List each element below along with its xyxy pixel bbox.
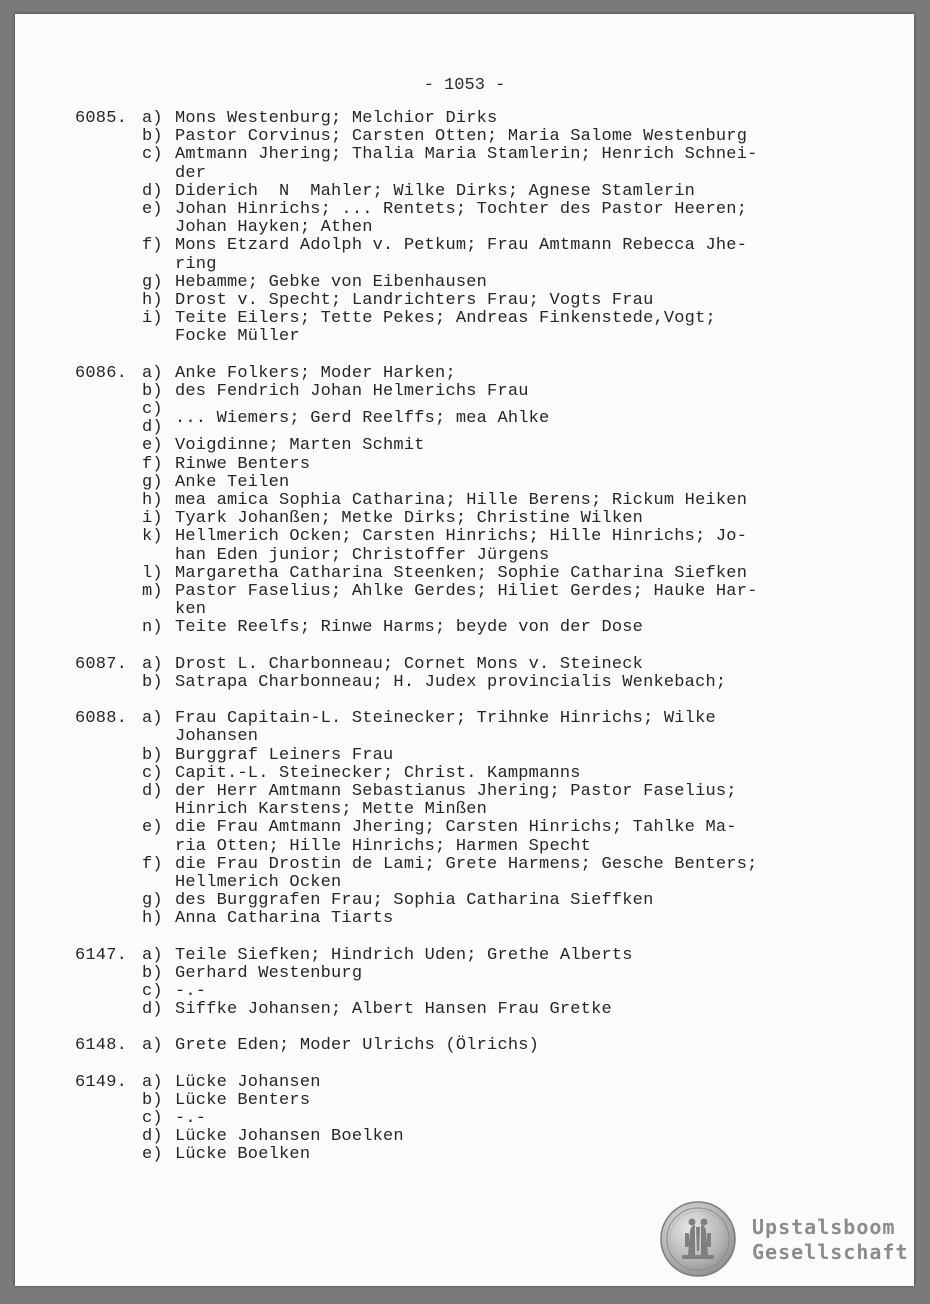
item-label: k)	[142, 527, 163, 547]
item-label: d)	[142, 418, 163, 438]
item-label: f)	[142, 236, 163, 256]
item-text: Burggraf Leiners Frau	[175, 745, 394, 765]
item-text: Lücke Benters	[175, 1090, 311, 1110]
entry-item	[142, 274, 875, 292]
item-label: m)	[142, 582, 163, 602]
item-text: han Eden junior; Christoffer Jürgens	[175, 545, 550, 565]
item-text: Hinrich Karstens; Mette Minßen	[175, 800, 488, 820]
item-text: die Frau Amtmann Jhering; Carsten Hinrichs; Tahlke Ma-	[175, 818, 737, 838]
entry-item	[142, 437, 875, 455]
entry-item	[142, 492, 875, 510]
item-text: Pastor Faselius; Ahlke Gerdes; Hiliet Gerdes; Hauke Har-	[175, 582, 758, 602]
entry-item	[142, 456, 875, 474]
item-label: b)	[142, 381, 163, 401]
item-label: g)	[142, 891, 163, 911]
item-text: mea amica Sophia Catharina; Hille Berens; Rickum Heiken	[175, 491, 748, 511]
item-text: Capit.-L. Steinecker; Christ. Kampmanns	[175, 763, 581, 783]
item-text: ken	[175, 600, 207, 620]
item-text: Mons Etzard Adolph v. Petkum; Frau Amtmann Rebecca Jhe-	[175, 236, 748, 256]
register-entry	[75, 1037, 875, 1055]
entry-item	[142, 947, 875, 965]
item-label: l)	[142, 563, 163, 583]
item-text: -.-	[175, 1108, 207, 1128]
item-text: Anna Catharina Tiarts	[175, 909, 394, 929]
item-text: die Frau Drostin de Lami; Grete Harmens; Gesche Benters;	[175, 854, 758, 874]
item-label: g)	[142, 272, 163, 292]
entry-item	[142, 1074, 875, 1092]
item-label: f)	[142, 854, 163, 874]
entry-item	[142, 1001, 875, 1019]
item-text: der Herr Amtmann Sebastianus Jhering; Pastor Faselius;	[175, 781, 737, 801]
item-text: Johansen	[175, 727, 259, 747]
entry-item	[142, 401, 875, 437]
item-label: a)	[142, 1036, 163, 1056]
entry-item	[142, 237, 875, 273]
item-text: Lücke Johansen Boelken	[175, 1127, 404, 1147]
item-label: c)	[142, 400, 163, 420]
item-label: e)	[142, 818, 163, 838]
item-label: d)	[142, 1127, 163, 1147]
entry-item	[142, 910, 875, 928]
item-text: Hebamme; Gebke von Eibenhausen	[175, 272, 488, 292]
item-text: Hellmerich Ocken	[175, 872, 342, 892]
item-label: b)	[142, 127, 163, 147]
item-label: c)	[142, 763, 163, 783]
item-text: Diderich N Mahler; Wilke Dirks; Agnese Stamlerin	[175, 181, 696, 201]
entry-item	[142, 1146, 875, 1164]
register-entry	[75, 947, 875, 1020]
item-text: Mons Westenburg; Melchior Dirks	[175, 109, 498, 128]
entry-item	[142, 765, 875, 783]
item-text: Teile Siefken; Hindrich Uden; Grethe Alberts	[175, 945, 633, 965]
entry-item	[142, 965, 875, 983]
register-entry	[75, 365, 875, 638]
entry-item	[142, 474, 875, 492]
entry-item	[142, 1128, 875, 1146]
entry-item	[142, 819, 875, 855]
item-text: Teite Eilers; Tette Pekes; Andreas Finkenstede,Vogt;	[175, 309, 716, 329]
item-text: Voigdinne; Marten Schmit	[175, 436, 425, 456]
brand-wordmark	[752, 1215, 909, 1265]
item-label: h)	[142, 291, 163, 311]
entry-item	[142, 783, 875, 819]
item-text: des Burggrafen Frau; Sophia Catharina Sieffken	[175, 891, 654, 911]
register-entry	[75, 656, 875, 692]
item-label: a)	[142, 654, 163, 674]
item-label: c)	[142, 145, 163, 165]
entry-number: 6086.	[75, 363, 128, 383]
entry-item	[142, 1037, 875, 1055]
entry-item	[142, 201, 875, 237]
entry-item	[142, 1110, 875, 1128]
entry-item	[142, 674, 875, 692]
item-label: e)	[142, 436, 163, 456]
item-label: b)	[142, 963, 163, 983]
entry-item	[142, 656, 875, 674]
page-number: - 1053 -	[423, 76, 506, 95]
entry-item	[142, 565, 875, 583]
item-text: Lücke Johansen	[175, 1072, 321, 1092]
register-list	[75, 110, 875, 1183]
entry-number: 6149.	[75, 1072, 128, 1092]
item-label: d)	[142, 181, 163, 201]
entry-item	[142, 146, 875, 182]
register-entry	[75, 710, 875, 928]
entry-item	[142, 510, 875, 528]
item-label: a)	[142, 109, 163, 128]
entry-number: 6085.	[75, 109, 128, 128]
entry-item	[142, 856, 875, 892]
item-text: ... Wiemers; Gerd Reelffs; mea Ahlke	[175, 409, 550, 429]
item-text: -.-	[175, 981, 207, 1001]
brand-line-1: Upstalsboom	[752, 1215, 896, 1239]
entry-item	[142, 310, 875, 346]
item-text: Anke Folkers; Moder Harken;	[175, 363, 456, 383]
document-page	[15, 14, 914, 1286]
item-label: a)	[142, 709, 163, 729]
item-label: e)	[142, 200, 163, 220]
entry-item	[142, 383, 875, 401]
item-text: Satrapa Charbonneau; H. Judex provincialis Wenkebach;	[175, 672, 727, 692]
item-label: b)	[142, 672, 163, 692]
entry-item	[142, 983, 875, 1001]
item-text: Rinwe Benters	[175, 454, 311, 474]
entry-number: 6147.	[75, 945, 128, 965]
item-text: Teite Reelfs; Rinwe Harms; beyde von der Dose	[175, 618, 644, 638]
entry-number: 6087.	[75, 654, 128, 674]
item-text: ring	[175, 254, 217, 274]
item-label: a)	[142, 1072, 163, 1092]
item-text: Lücke Boelken	[175, 1145, 311, 1165]
entry-item	[142, 1092, 875, 1110]
item-text: Frau Capitain-L. Steinecker; Trihnke Hinrichs; Wilke	[175, 709, 716, 729]
item-label-group	[142, 401, 175, 437]
entry-item	[142, 365, 875, 383]
entry-item	[142, 110, 875, 128]
item-text: Amtmann Jhering; Thalia Maria Stamlerin; Henrich Schnei-	[175, 145, 758, 165]
item-text: Drost v. Specht; Landrichters Frau; Vogts Frau	[175, 291, 654, 311]
entry-number: 6148.	[75, 1036, 128, 1056]
item-text: Hellmerich Ocken; Carsten Hinrichs; Hille Hinrichs; Jo-	[175, 527, 748, 547]
item-label: i)	[142, 509, 163, 529]
item-text: Margaretha Catharina Steenken; Sophie Catharina Siefken	[175, 563, 748, 583]
register-entry	[75, 110, 875, 347]
item-text: Siffke Johansen; Albert Hansen Frau Gretke	[175, 1000, 612, 1020]
entry-item	[142, 528, 875, 564]
item-text: Pastor Corvinus; Carsten Otten; Maria Salome Westenburg	[175, 127, 748, 147]
item-text: des Fendrich Johan Helmerichs Frau	[175, 381, 529, 401]
item-label: h)	[142, 491, 163, 511]
item-label: f)	[142, 454, 163, 474]
item-label: e)	[142, 1145, 163, 1165]
item-text: Anke Teilen	[175, 472, 290, 492]
entry-item	[142, 292, 875, 310]
item-label: d)	[142, 781, 163, 801]
item-label: d)	[142, 1000, 163, 1020]
entry-item	[142, 747, 875, 765]
item-text: der	[175, 163, 207, 183]
entry-item	[142, 183, 875, 201]
item-text: Johan Hayken; Athen	[175, 218, 373, 238]
item-text: Focke Müller	[175, 327, 300, 347]
entry-item	[142, 583, 875, 619]
brand-line-2: Gesellschaft	[752, 1240, 909, 1264]
entry-number: 6088.	[75, 709, 128, 729]
item-text: Gerhard Westenburg	[175, 963, 363, 983]
item-label: a)	[142, 363, 163, 383]
item-text: Tyark Johanßen; Metke Dirks; Christine Wilken	[175, 509, 644, 529]
item-text: Grete Eden; Moder Ulrichs (Ölrichs)	[175, 1036, 540, 1056]
entry-item	[142, 619, 875, 637]
seal-logo-icon	[660, 1201, 736, 1277]
item-label: c)	[142, 981, 163, 1001]
item-label: b)	[142, 1090, 163, 1110]
register-entry	[75, 1074, 875, 1165]
item-text: Johan Hinrichs; ... Rentets; Tochter des Pastor Heeren;	[175, 200, 748, 220]
item-label: n)	[142, 618, 163, 638]
item-text: Drost L. Charbonneau; Cornet Mons v. Steineck	[175, 654, 644, 674]
item-label: i)	[142, 309, 163, 329]
item-text: ria Otten; Hille Hinrichs; Harmen Specht	[175, 836, 592, 856]
item-label: a)	[142, 945, 163, 965]
entry-item	[142, 892, 875, 910]
entry-item	[142, 710, 875, 746]
item-label: c)	[142, 1108, 163, 1128]
item-label: h)	[142, 909, 163, 929]
item-label: b)	[142, 745, 163, 765]
item-label: g)	[142, 472, 163, 492]
entry-item	[142, 128, 875, 146]
